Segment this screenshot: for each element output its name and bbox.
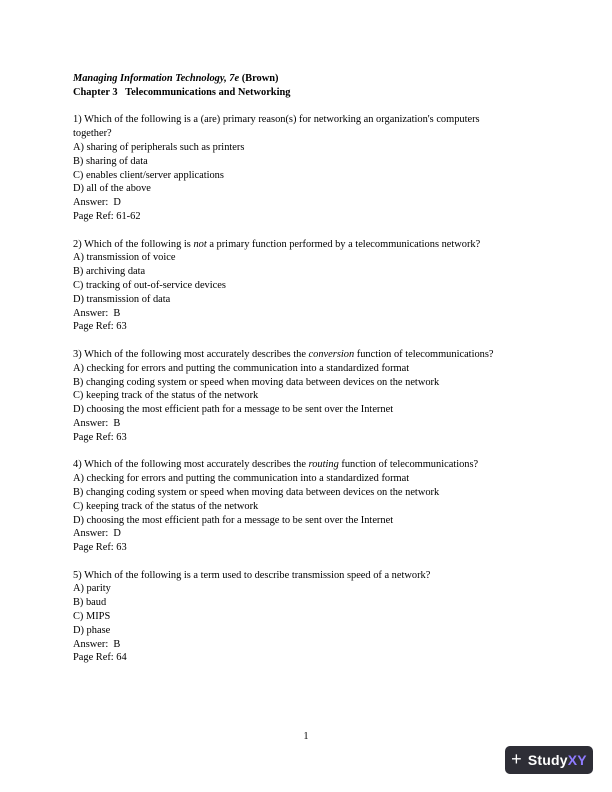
- answer: Answer: D: [73, 528, 121, 540]
- option-b: B) changing coding system or speed when moving data between devices on the network: [73, 376, 440, 388]
- option-d: D) choosing the most efficient path for a message to be sent over the Internet: [73, 514, 394, 526]
- option-b: B) changing coding system or speed when moving data between devices on the network: [73, 486, 440, 498]
- option-b: B) baud: [73, 597, 107, 609]
- option-c: C) tracking of out-of-service devices: [73, 279, 226, 291]
- page-number: 1: [303, 731, 309, 742]
- question-1: [73, 113, 543, 223]
- page-ref: Page Ref: 61-62: [73, 210, 141, 222]
- question-stem: 4) Which of the following most accurately describes the routing function of telecommunications?: [73, 459, 479, 471]
- option-a: A) checking for errors and putting the communication into a standardized format: [73, 362, 410, 374]
- question-stem: 2) Which of the following is not a primary function performed by a telecommunications network?: [73, 238, 481, 250]
- question-4: [73, 458, 543, 555]
- option-a: A) transmission of voice: [73, 252, 176, 264]
- option-a: A) sharing of peripherals such as printers: [73, 141, 245, 153]
- question-stem: 5) Which of the following is a term used to describe transmission speed of a network?: [73, 569, 431, 581]
- option-a: A) checking for errors and putting the communication into a standardized format: [73, 473, 410, 485]
- option-d: D) all of the above: [73, 183, 151, 195]
- book-title-italic: Managing Information Technology, 7e: [73, 73, 240, 84]
- option-c: C) MIPS: [73, 611, 111, 623]
- answer: Answer: D: [73, 197, 121, 209]
- question-2: [73, 238, 543, 335]
- chapter-title: Chapter 3 Telecommunications and Networking: [73, 86, 291, 98]
- brand-accent: XY: [567, 752, 587, 768]
- page-ref: Page Ref: 63: [73, 431, 127, 443]
- question-stem: 1) Which of the following is a (are) primary reason(s) for networking an organization's computers together?: [73, 114, 480, 140]
- brand-main: Study: [527, 752, 568, 768]
- option-b: B) archiving data: [73, 266, 146, 278]
- page-ref: Page Ref: 63: [73, 321, 127, 333]
- plus-icon: +: [511, 748, 522, 769]
- page-ref: Page Ref: 63: [73, 542, 127, 554]
- answer: Answer: B: [73, 417, 121, 429]
- document-header: [73, 72, 543, 100]
- question-3: [73, 348, 543, 445]
- page-ref: Page Ref: 64: [73, 652, 127, 664]
- answer: Answer: B: [73, 638, 121, 650]
- option-c: C) keeping track of the status of the network: [73, 390, 259, 402]
- question-stem: 3) Which of the following most accurately describes the conversion function of telecommunications?: [73, 348, 494, 360]
- option-b: B) sharing of data: [73, 155, 148, 167]
- document-page: [73, 72, 543, 665]
- question-5: [73, 569, 543, 666]
- option-c: C) keeping track of the status of the network: [73, 500, 259, 512]
- option-d: D) transmission of data: [73, 293, 171, 305]
- answer: Answer: B: [73, 307, 121, 319]
- option-d: D) phase: [73, 624, 111, 636]
- studyxy-badge[interactable]: [505, 746, 593, 774]
- book-title: [73, 72, 543, 86]
- option-c: C) enables client/server applications: [73, 169, 224, 181]
- option-d: D) choosing the most efficient path for a message to be sent over the Internet: [73, 404, 394, 416]
- book-title-author: (Brown): [239, 73, 279, 84]
- option-a: A) parity: [73, 583, 111, 595]
